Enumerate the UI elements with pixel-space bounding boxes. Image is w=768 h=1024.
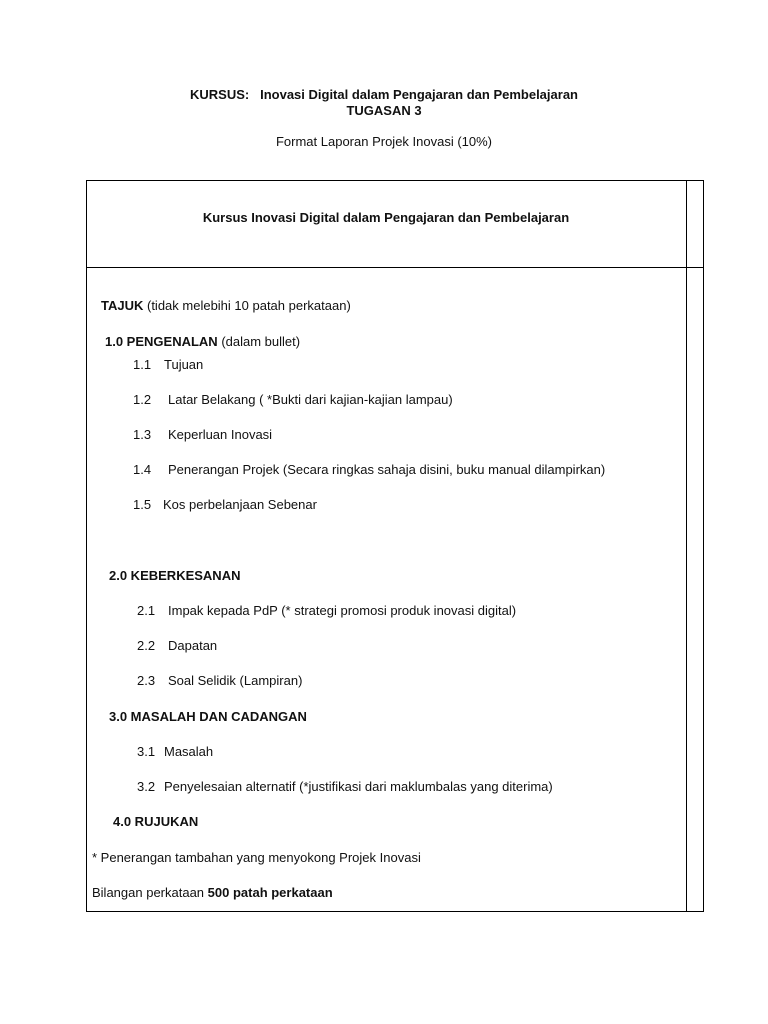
list-item [133, 497, 317, 512]
assignment-title: TUGASAN 3 [346, 103, 422, 118]
item-text: Penerangan Projek (Secara ringkas sahaja disini, buku manual dilampirkan) [168, 462, 606, 477]
item-number: 1.2 [133, 392, 152, 407]
course-title [0, 87, 768, 102]
item-number: 3.2 [137, 779, 156, 794]
section-3-heading: 3.0 MASALAH DAN CADANGAN [109, 709, 307, 724]
word-count-label: Bilangan perkataan [92, 885, 208, 900]
item-number: 1.4 [133, 462, 152, 477]
list-item [137, 744, 213, 759]
course-label: KURSUS: [190, 87, 250, 102]
section-1-heading [105, 334, 300, 349]
item-text: Soal Selidik (Lampiran) [168, 673, 303, 688]
item-number: 3.1 [137, 744, 156, 759]
section-4-heading: 4.0 RUJUKAN [113, 814, 199, 829]
section-1-note: (dalam bullet) [217, 334, 301, 349]
item-number: 1.5 [133, 497, 152, 512]
additional-note: * Penerangan tambahan yang menyokong Projek Inovasi [92, 850, 421, 865]
item-text: Latar Belakang ( *Bukti dari kajian-kajian lampau) [168, 392, 453, 407]
list-item [137, 638, 217, 653]
section-1-title: 1.0 PENGENALAN [105, 334, 218, 349]
item-number: 1.3 [133, 427, 152, 442]
tajuk-line [101, 298, 351, 313]
course-name: Inovasi Digital dalam Pengajaran dan Pembelajaran [260, 87, 578, 102]
section-2-heading: 2.0 KEBERKESANAN [109, 568, 241, 583]
list-item [133, 427, 272, 442]
list-item [133, 462, 605, 477]
item-number: 2.3 [137, 673, 156, 688]
item-text: Dapatan [168, 638, 218, 653]
item-text: Penyelesaian alternatif (*justifikasi dari maklumbalas yang diterima) [164, 779, 553, 794]
tajuk-label: TAJUK [101, 298, 144, 313]
table-column-divider [686, 180, 687, 912]
report-table [86, 180, 704, 912]
box-title: Kursus Inovasi Digital dalam Pengajaran dan Pembelajaran [202, 210, 570, 225]
item-text: Tujuan [164, 357, 204, 372]
list-item [137, 779, 553, 794]
item-text: Masalah [164, 744, 214, 759]
item-number: 2.1 [137, 603, 156, 618]
item-text: Kos perbelanjaan Sebenar [163, 497, 317, 512]
tajuk-note: (tidak melebihi 10 patah perkataan) [143, 298, 351, 313]
item-number: 2.2 [137, 638, 156, 653]
item-text: Keperluan Inovasi [168, 427, 273, 442]
list-item [133, 357, 203, 372]
list-item [137, 603, 516, 618]
word-count-line [92, 885, 333, 900]
list-item [133, 392, 453, 407]
format-line: Format Laporan Projek Inovasi (10%) [275, 134, 493, 149]
table-row-divider [86, 267, 704, 268]
word-count-value: 500 patah perkataan [207, 885, 333, 900]
item-text: Impak kepada PdP (* strategi promosi produk inovasi digital) [168, 603, 517, 618]
item-number: 1.1 [133, 357, 152, 372]
list-item [137, 673, 302, 688]
